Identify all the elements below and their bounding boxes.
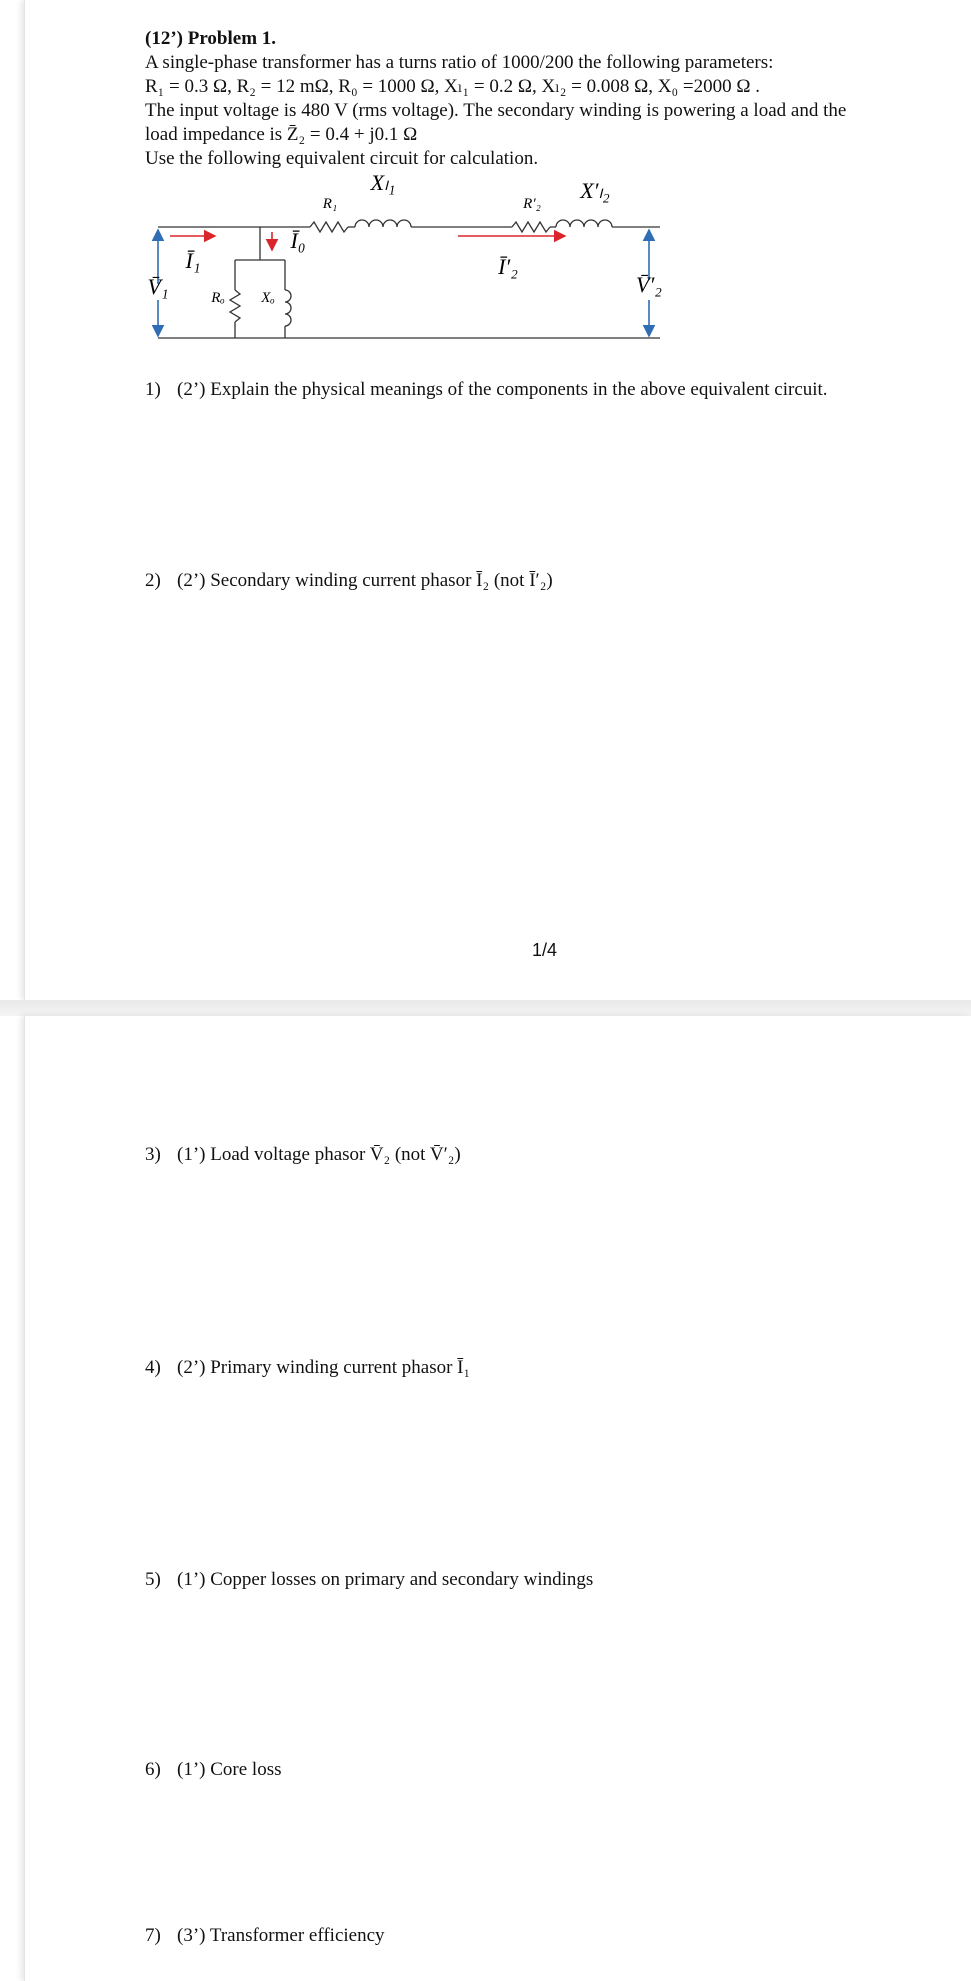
r2p-resistor (512, 222, 550, 232)
label-i1: Ī₁ (185, 248, 201, 273)
problem-instruction: Use the following equivalent circuit for calculation. (145, 148, 539, 169)
equivalent-circuit-diagram (140, 170, 680, 350)
question-7 (145, 1924, 385, 1948)
label-xl2p: X′ₗ₂ (580, 178, 610, 203)
label-v2p: V̄′₂ (636, 272, 662, 297)
label-i2p: Ī′₂ (498, 254, 518, 279)
question-text: (2’) Explain the physical meanings of the components in the above equivalent circuit. (177, 379, 828, 400)
question-5 (145, 1568, 593, 1592)
label-xl1: Xₗ₁ (370, 170, 396, 195)
question-number: 6) (145, 1759, 161, 1780)
page-number: 1/4 (532, 940, 558, 960)
problem-parameters: R₁ = 0.3 Ω, R₂ = 12 mΩ, R₀ = 1000 Ω, Xₗ₁ = 0.2 Ω, Xₗ₂ = 0.008 Ω, X₀ =2000 Ω . (145, 76, 760, 97)
question-text: (1’) Copper losses on primary and secondary windings (177, 1569, 594, 1590)
problem-line-3: The input voltage is 480 V (rms voltage). The secondary winding is powering a load and the (145, 100, 847, 121)
label-ro: Rₒ (211, 290, 225, 306)
question-4 (145, 1356, 470, 1380)
question-number: 7) (145, 1925, 161, 1946)
r1-resistor (310, 222, 348, 232)
question-2 (145, 569, 553, 593)
ro-resistor (230, 290, 240, 322)
question-text: (2’) Secondary winding current phasor Ī₂ (not Ī′₂) (177, 570, 553, 591)
page-separator (0, 1000, 971, 1016)
label-v1: V̄₁ (147, 274, 169, 299)
label-xo: Xₒ (261, 290, 275, 306)
question-number: 3) (145, 1144, 161, 1165)
label-r1: R₁ (322, 196, 338, 212)
question-number: 4) (145, 1357, 161, 1378)
question-text: (1’) Core loss (177, 1759, 282, 1780)
label-i0: Ī₀ (290, 228, 306, 253)
viewer-margin (0, 0, 24, 1981)
problem-title: (12’) Problem 1. (145, 28, 277, 49)
question-number: 5) (145, 1569, 161, 1590)
question-text: (2’) Primary winding current phasor Ī₁ (177, 1357, 471, 1378)
problem-load-impedance: load impedance is Z̄₂ = 0.4 + j0.1 Ω (145, 124, 418, 145)
question-6 (145, 1758, 281, 1782)
xl2p-inductor (556, 220, 612, 227)
question-text: (1’) Load voltage phasor V̄₂ (not V̄′₂) (177, 1144, 461, 1165)
question-number: 2) (145, 570, 161, 591)
question-3 (145, 1143, 461, 1167)
question-1 (145, 378, 828, 402)
xl1-inductor (355, 220, 411, 227)
question-text: (3’) Transformer efficiency (177, 1925, 385, 1946)
xo-inductor (285, 290, 291, 326)
label-r2p: R′₂ (523, 196, 541, 212)
question-number: 1) (145, 379, 161, 400)
problem-line-1: A single-phase transformer has a turns ratio of 1000/200 the following parameters: (145, 52, 774, 73)
